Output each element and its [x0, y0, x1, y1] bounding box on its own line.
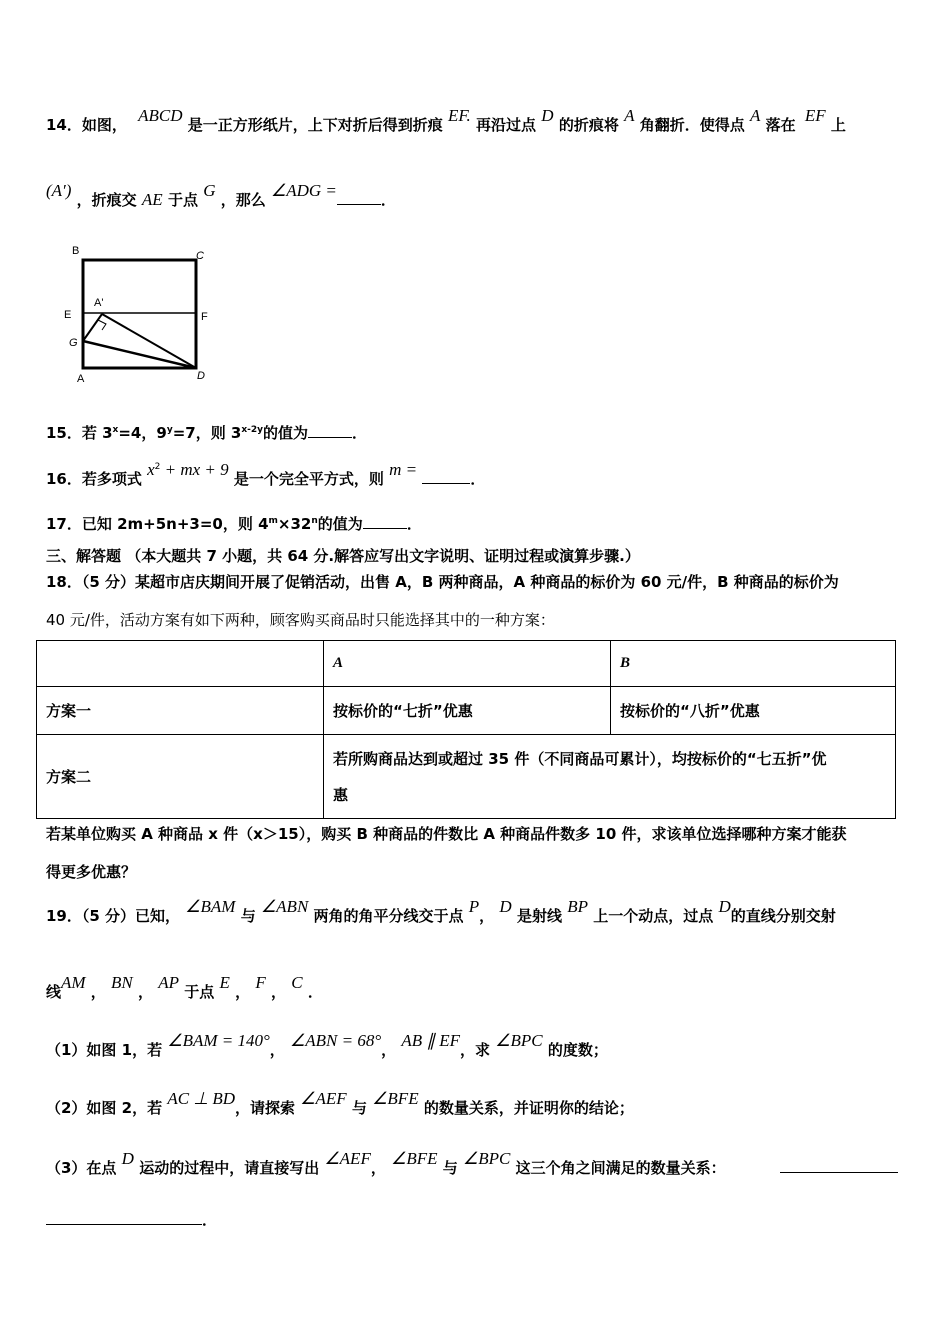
q14-text: 是一正方形纸片，上下对折后得到折痕	[187, 116, 443, 134]
math-angle-bfe: ∠BFE	[372, 1089, 419, 1108]
label-c: C	[196, 250, 204, 262]
q15-text: =7，则 3	[172, 424, 242, 442]
math-d: D	[718, 897, 731, 916]
math-angle-bfe: ∠BFE	[391, 1149, 438, 1168]
math-angle-aef: ∠AEF	[300, 1089, 347, 1108]
q19-text: ，	[90, 983, 106, 1001]
q14-text: 于点	[167, 191, 198, 209]
math-ap: AP	[158, 973, 180, 992]
math-angle-bpc: ∠BPC	[495, 1031, 543, 1050]
q14-number: 14．如图，	[46, 116, 127, 134]
q19-text: （3）在点	[46, 1159, 117, 1177]
math-angle-abn: ∠ABN	[260, 897, 309, 916]
math-angle-bam-140: ∠BAM = 140°	[167, 1031, 270, 1050]
q15-text: ．	[352, 424, 368, 442]
q19-text: 与	[240, 907, 256, 925]
q17-text: 的值为	[317, 515, 363, 533]
q18-line-2: 40 元/件，活动方案有如下两种，顾客购买商品时只能选择其中的一种方案：	[46, 611, 555, 629]
fold-line-gd	[83, 341, 196, 368]
q19-text: 两角的角平分线交于点	[313, 907, 464, 925]
q17-text: ×32	[277, 515, 312, 533]
q15-exp-y: y	[166, 425, 173, 435]
answer-blank	[780, 1172, 898, 1173]
table-row-plan-2	[37, 735, 896, 819]
math-angle-abn-68: ∠ABN = 68°	[290, 1031, 382, 1050]
math-a: A	[624, 106, 635, 125]
math-angle-aef: ∠AEF	[324, 1149, 371, 1168]
math-d: D	[499, 897, 512, 916]
math-ae: AE	[141, 190, 163, 209]
math-angle-adg: ∠ADG =	[270, 181, 337, 200]
q14-text: 的折痕将	[558, 116, 619, 134]
q19-text: 于点	[184, 983, 215, 1001]
q16-text: ．	[470, 470, 486, 488]
table-header-a: A	[324, 641, 611, 687]
q19-text: 19．（5 分）已知，	[46, 907, 181, 925]
q19-text: ，	[381, 1041, 397, 1059]
q19-part-1	[46, 1031, 608, 1060]
math-g: G	[203, 181, 216, 200]
label-a: A	[77, 373, 85, 385]
q18-line-3: 若某单位购买 A 种商品 x 件（x＞15），购买 B 种商品的件数比 A 种商品件数多 10 件，求该单位选择哪种方案才能获	[46, 825, 847, 843]
math-angle-bpc: ∠BPC	[462, 1149, 511, 1168]
plan-2-text-line-1: 若所购商品达到或超过 35 件（不同商品可累计），均按标价的“七五折”优	[333, 749, 827, 768]
math-a: A	[749, 106, 761, 125]
q19-text: ，	[138, 983, 154, 1001]
q16	[46, 460, 486, 489]
math-am: AM	[61, 973, 86, 992]
q17-exp-m: m	[268, 516, 278, 526]
math-mx-9: + mx + 9	[160, 460, 229, 479]
q18-line-1: 18．（5 分）某超市店庆期间开展了促销活动，出售 A，B 两种商品，A 种商品的标价为 60 元/件，B 种商品的标价为	[46, 573, 839, 591]
q19-text: 上一个动点，过点	[593, 907, 714, 925]
q19-text: 这三个角之间满足的数量关系：	[515, 1159, 726, 1177]
math-ef: EF	[804, 106, 826, 125]
label-b: B	[72, 245, 80, 257]
q19-text: ，	[370, 1159, 386, 1177]
q19-text: 与	[442, 1159, 458, 1177]
q19-text: ．	[307, 983, 323, 1001]
q19-text: （2）如图 2，若	[46, 1099, 163, 1117]
label-a-prime: A'	[94, 297, 104, 309]
square-abcd	[83, 260, 196, 368]
q15	[46, 420, 367, 443]
q14-line-2	[46, 181, 396, 210]
q14-text: ．	[380, 191, 396, 209]
math-ab-parallel-ef: AB ∥ EF	[401, 1031, 460, 1050]
q15-text: =4，9	[118, 424, 167, 442]
q19-text: ，求	[459, 1041, 490, 1059]
q19-text: 的直线分别交射	[730, 907, 836, 925]
math-d: D	[541, 106, 554, 125]
math-bp: BP	[567, 897, 588, 916]
math-p: P	[468, 897, 480, 916]
q19-text: 运动的过程中，请直接写出	[139, 1159, 320, 1177]
q15-text: 的值为	[263, 424, 309, 442]
q19-text: ，请探索	[235, 1099, 296, 1117]
q19-text: ，	[269, 1041, 285, 1059]
answer-blank	[308, 423, 352, 438]
q14-text: ，折痕交	[76, 191, 137, 209]
q19-text: （1）如图 1，若	[46, 1041, 163, 1059]
table-cell: 方案一	[37, 687, 324, 735]
table-header-row	[37, 641, 896, 687]
math-c: C	[291, 973, 303, 992]
q19-text: ，	[271, 983, 287, 1001]
answer-blank	[363, 514, 407, 529]
q14-text: 再沿过点	[476, 116, 537, 134]
math-exp-2: 2	[154, 462, 161, 472]
right-angle-mark	[98, 320, 106, 330]
table-cell	[37, 641, 324, 687]
q19-text: ，	[235, 983, 251, 1001]
math-abcd: ABCD	[138, 106, 183, 125]
q19-text: ，	[479, 907, 495, 925]
q19-text: 的度数；	[547, 1041, 608, 1059]
segment-ga-prime	[83, 314, 102, 341]
answer-blank	[46, 1210, 202, 1225]
q14-text: 落在	[765, 116, 796, 134]
q19-line-2	[46, 973, 323, 1002]
q17	[46, 511, 422, 534]
q15-text: 15．若 3	[46, 424, 113, 442]
q19-text: ．	[202, 1211, 218, 1229]
table-header-b: B	[611, 641, 896, 687]
q14-text: 上	[830, 116, 846, 134]
math-ac-perp-bd: AC ⊥ BD	[167, 1089, 236, 1108]
q19-line-1	[46, 897, 836, 926]
math-e: E	[219, 973, 230, 992]
q14-text: 角翻折．使得点	[639, 116, 745, 134]
q19-text: 与	[351, 1099, 367, 1117]
math-bn: BN	[111, 973, 133, 992]
q18-line-4: 得更多优惠？	[46, 863, 137, 881]
math-x: x	[147, 460, 155, 479]
q19-text: 是射线	[516, 907, 562, 925]
q19-part-3-continued	[46, 1210, 217, 1230]
math-angle-bam: ∠BAM	[185, 897, 236, 916]
label-d: D	[197, 370, 205, 382]
q14-figure	[60, 240, 230, 390]
q19-part-2	[46, 1089, 634, 1118]
table-cell-plan-2-detail	[324, 735, 896, 819]
q15-exp-x: x	[112, 425, 119, 435]
answer-blank	[337, 190, 381, 205]
math-f: F	[255, 973, 266, 992]
q16-text: 是一个完全平方式，则	[233, 470, 384, 488]
label-g: G	[69, 337, 78, 349]
label-f: F	[201, 311, 208, 323]
q17-text: 17．已知 2m+5n+3=0，则 4	[46, 515, 269, 533]
section-3-heading: 三、解答题 （本大题共 7 小题，共 64 分.解答应写出文字说明、证明过程或演算步骤.）	[46, 547, 640, 565]
math-ef: EF.	[447, 106, 471, 125]
q17-exp-n: n	[311, 516, 318, 526]
plan-2-text-line-2: 惠	[333, 785, 349, 804]
q15-exp-x-2y: x-2y	[241, 425, 264, 435]
q19-text: 的数量关系，并证明你的结论；	[423, 1099, 634, 1117]
label-e: E	[64, 309, 72, 321]
table-cell: 按标价的“八折”优惠	[611, 687, 896, 735]
q14-line-1	[46, 106, 846, 135]
q17-text: ．	[406, 515, 422, 533]
table-row-plan-1	[37, 687, 896, 735]
segment-a-prime-d	[102, 314, 196, 368]
table-cell: 按标价的“七折”优惠	[324, 687, 611, 735]
q19-part-3	[46, 1149, 726, 1178]
promotion-table	[36, 640, 896, 819]
math-d: D	[121, 1149, 134, 1168]
math-a-prime: (A′)	[46, 181, 72, 200]
math-m-eq: m =	[389, 460, 418, 479]
table-cell: 方案二	[37, 735, 324, 819]
answer-blank	[422, 469, 470, 484]
q19-text: 线	[46, 983, 62, 1001]
q14-text: ，那么	[220, 191, 266, 209]
q16-text: 16．若多项式	[46, 470, 142, 488]
